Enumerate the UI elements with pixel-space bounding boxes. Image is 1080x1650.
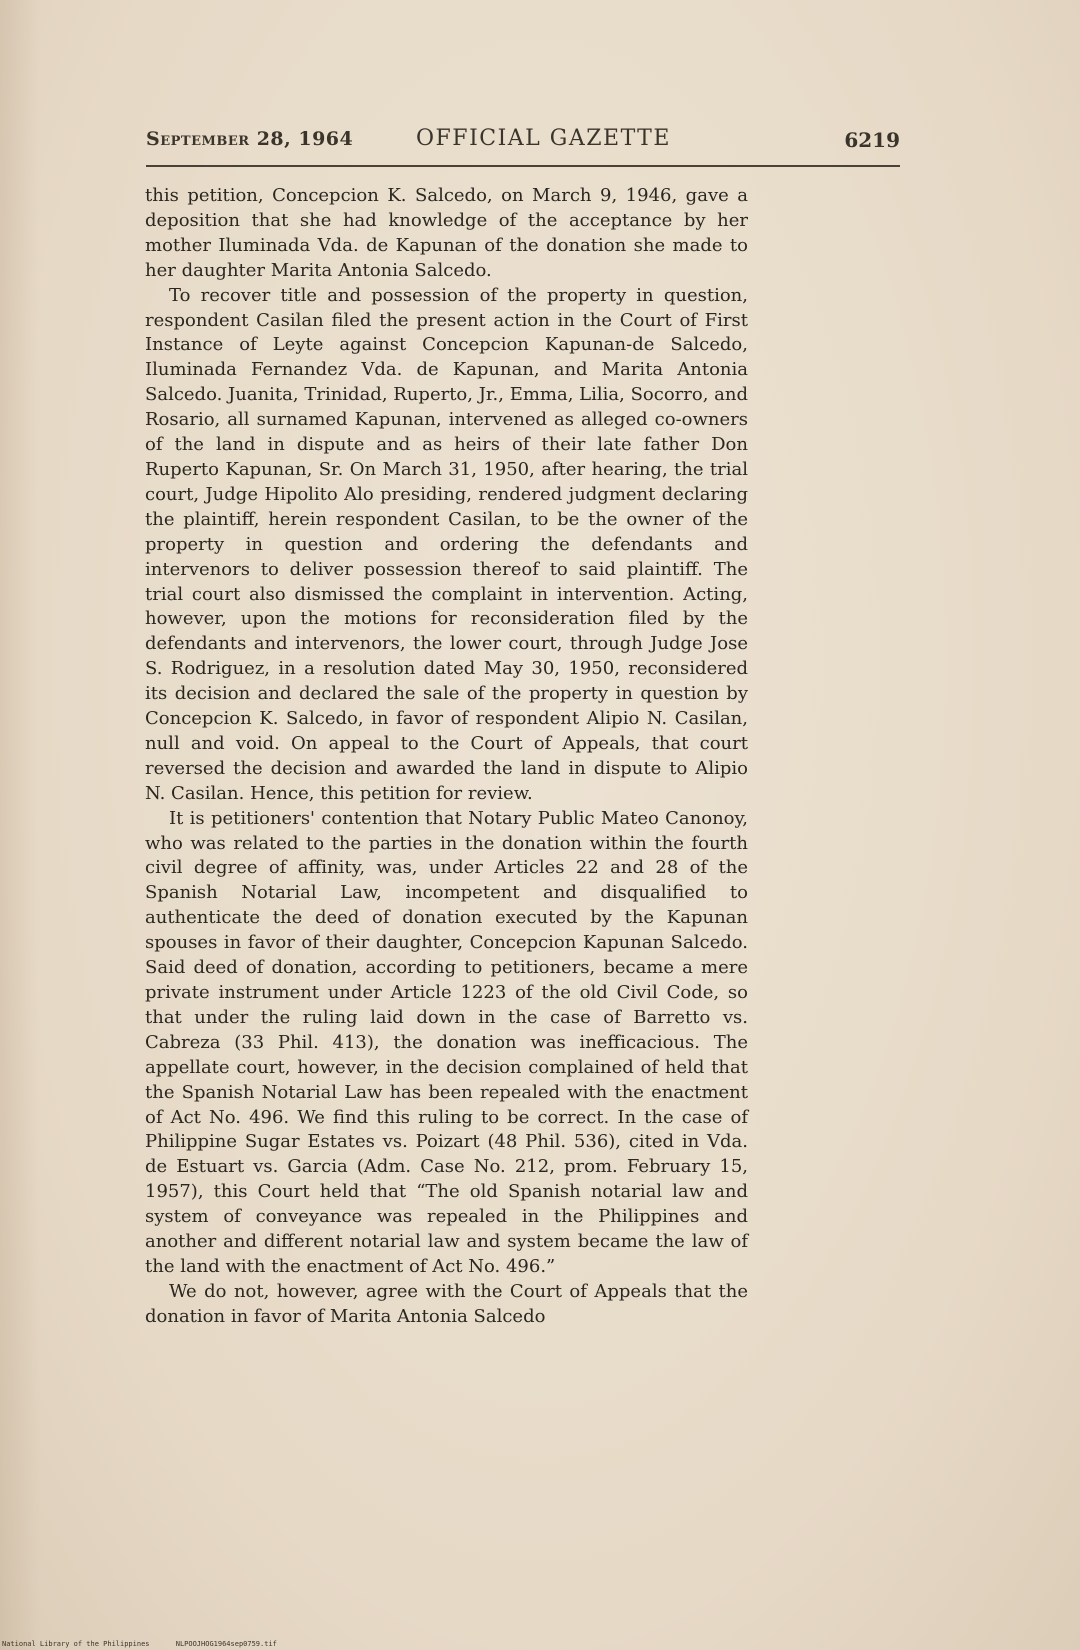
paragraph-petitioners-contention: It is petitioners' contention that Notary Public Mateo Canonoy, who was related to the parties in the donation within the fourth civil degree of affinity, was, under Articles 22 and 28 of the Spanish Notarial Law, incompetent and disqualified to authenticate the deed of donation executed by the Kapunan spouses in favor of their daughter, Concepcion Kapunan Salcedo. Said deed of donation, according to petitioners, became a mere private instrument under Article 1223 of the old Civil Code, so that under the ruling laid down in the case of Barretto vs. Cabreza (33 Phil. 413), the donation was inefficacious. The appellate court, however, in the decision complained of held that the Spanish Notarial Law has been repealed with the enactment of Act No. 496. We find this ruling to be correct. In the case of Philippine Sugar Estates vs. Poizart (48 Phil. 536), cited in Vda. de Estuart vs. Garcia (Adm. Case No. 212, prom. February 15, 1957), this Court held that “The old Spanish notarial law and system of conveyance was repealed in the Philippines and another and different notarial law and system became the law of the land with the enactment of Act No. 496.” — [145, 807, 748, 1277]
header-date: September 28, 1964 — [146, 128, 354, 150]
page-number: 6219 — [844, 128, 900, 152]
footer-file-id: NLPOOJHOG1964sep0759.tif — [175, 1640, 277, 1648]
page-header — [146, 128, 900, 158]
paragraph-court-disagreement: We do not, however, agree with the Court of Appeals that the donation in favor of Marita Antonia Salcedo — [145, 1280, 748, 1327]
scan-footer — [2, 1640, 277, 1648]
body-text — [145, 184, 748, 1330]
header-rule — [146, 165, 900, 167]
footer-library: National Library of the Philippines — [2, 1640, 150, 1648]
publication-title: OFFICIAL GAZETTE — [416, 126, 671, 151]
paragraph-procedural-history: To recover title and possession of the property in question, respondent Casilan filed the present action in the Court of First Instance of Leyte against Concepcion Kapunan-de Salcedo, Iluminada Fernandez Vda. de Kapunan, and Marita Antonia Salcedo. Juanita, Trinidad, Ruperto, Jr., Emma, Lilia, Socorro, and Rosario, all surnamed Kapunan, intervened as alleged co-owners of the land in dispute and as heirs of their late father Don Ruperto Kapunan, Sr. On March 31, 1950, after hearing, the trial court, Judge Hipolito Alo presiding, rendered judgment declaring the plaintiff, herein respondent Casilan, to be the owner of the property in question and ordering the defendants and intervenors to deliver possession thereof to said plaintiff. The trial court also dismissed the complaint in intervention. Acting, however, upon the motions for reconsideration filed by the defendants and intervenors, the lower court, through Judge Jose S. Rodriguez, in a resolution dated May 30, 1950, reconsidered its decision and declared the sale of the property in question by Concepcion K. Salcedo, in favor of respondent Alipio N. Casilan, null and void. On appeal to the Court of Appeals, that court reversed the decision and awarded the land in dispute to Alipio N. Casilan. Hence, this petition for review. — [145, 284, 748, 804]
paragraph-continued: this petition, Concepcion K. Salcedo, on March 9, 1946, gave a deposition that she had knowledge of the acceptance by her mother Iluminada Vda. de Kapunan of the donation she made to her daughter Marita Antonia Salcedo. — [145, 185, 748, 281]
